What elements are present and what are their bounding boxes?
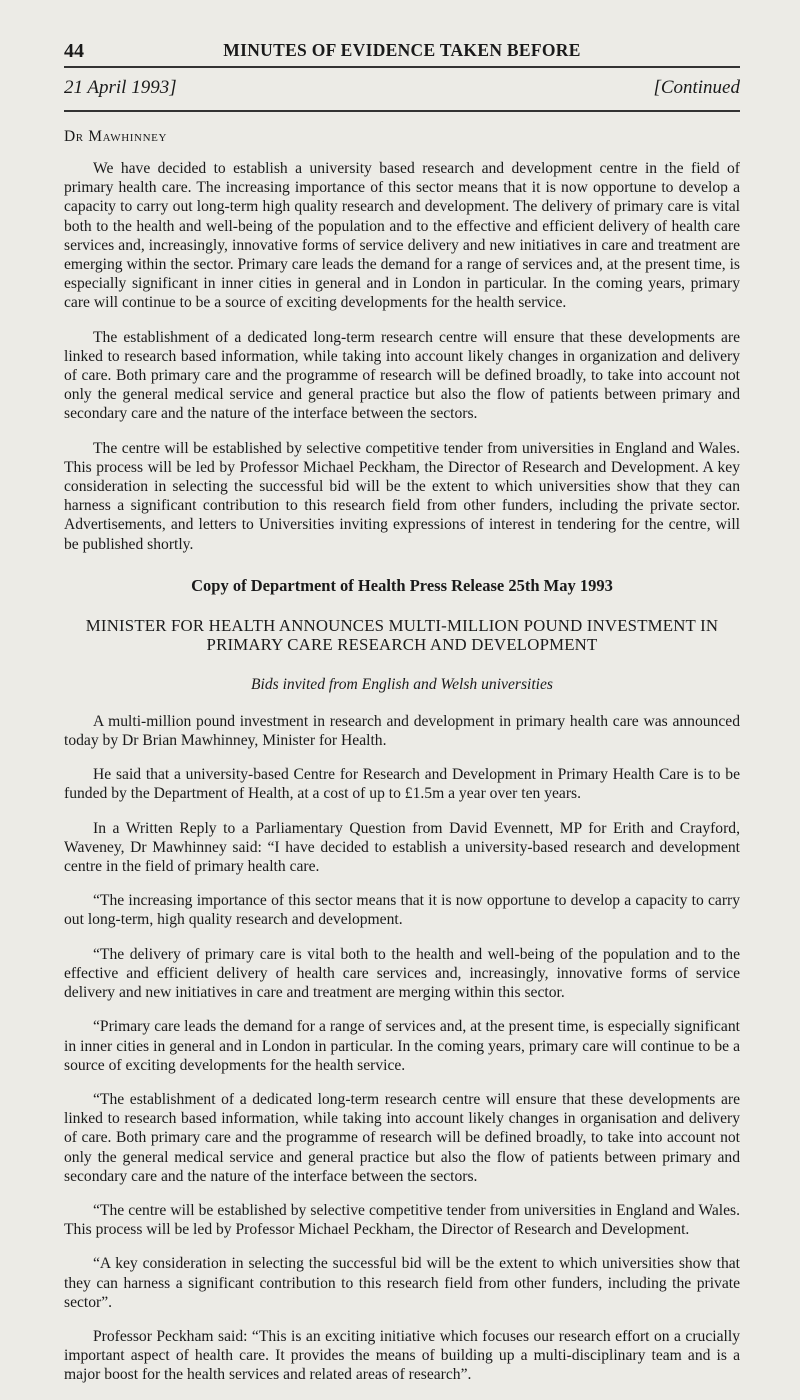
press-release-label: Copy of Department of Health Press Release 25th May 1993: [191, 575, 613, 595]
paragraph: A multi-million pound investment in research and development in primary health care was announced today by Dr Brian Mawhinney, Minister for Health.: [64, 712, 740, 750]
paragraph: The establishment of a dedicated long-term research centre will ensure that these developments are linked to research based information, while taking into account likely changes in organization and delivery of care. Both primary care and the programme of research will be defined broadly, to take into account not only the general medical service and general practice but also the flow of patients between primary and secondary care and the nature of the interface between the sectors.: [64, 328, 740, 423]
paragraph: “Primary care leads the demand for a range of services and, at the present time, is especially significant in inner cities in general and in London in particular. In the coming years, primary care will continue to be a source of exciting developments for the health service.: [64, 1018, 740, 1074]
paragraph: Professor Peckham said: “This is an exciting initiative which focuses our research effort on a crucially important aspect of health care. It provides the means of building up a multi-disciplinary team and is a major boost for the health services and related areas of research”.: [64, 1327, 740, 1384]
paragraph: In a Written Reply to a Parliamentary Question from David Evennett, MP for Erith and Crayford, Waveney, Dr Mawhinney said: “I have decided to establish a university-based research and development centre in the field of primary health care.: [64, 819, 740, 876]
press-release-headline: MINISTER FOR HEALTH ANNOUNCES MULTI-MILLION POUND INVESTMENT IN PRIMARY CARE RESEARCH AND DEVELOPMENT: [85, 615, 719, 654]
paragraph: He said that a university-based Centre for Research and Development in Primary Health Care is to be funded by the Department of Health, at a cost of up to £1.5m a year over ten years.: [64, 766, 740, 803]
paragraph: The centre will be established by selective competitive tender from universities in England and Wales. This process will be led by Professor Michael Peckham, the Director of Research and Development. A key consideration in selecting the successful bid will be the extent to which universities show that they can harness a significant contribution to this research field from other funders, including the private sector. Advertisements, and letters to Universities inviting expressions of interest in tendering for the centre, will be published shortly.: [64, 439, 740, 553]
header-rule-bottom: [64, 110, 740, 112]
dateline: [64, 77, 740, 103]
paragraph: “The centre will be established by selective competitive tender from universities in England and Wales. This process will be led by Professor Michael Peckham, the Director of Research and Development.: [64, 1201, 740, 1239]
paragraph: “A key consideration in selecting the successful bid will be the extent to which universities show that they can harness a significant contribution to this research field from other funders, including the private sector”.: [64, 1255, 740, 1311]
running-title: MINUTES OF EVIDENCE TAKEN BEFORE: [223, 40, 581, 60]
continued-label: [Continued: [653, 77, 740, 98]
paragraph: “The increasing importance of this sector means that it is now opportune to develop a capacity to carry out long-term, high quality research and development.: [64, 892, 740, 929]
header-rule-top: [64, 66, 740, 68]
paragraph: We have decided to establish a university based research and development centre in the field of primary health care. The increasing importance of this sector means that it is now opportune to develop a capacity to carry out long-term high quality research and development. The delivery of primary care is vital both to the health and well-being of the population and to the effective and efficient delivery of health care services and, increasingly, innovative forms of service delivery and new initiatives in care and treatment are emerging within the sector. Primary care leads the demand for a range of services and, at the present time, is especially significant in inner cities in general and in London in particular. In the coming years, primary care will continue to be a source of exciting developments for the health service.: [64, 160, 740, 312]
paragraph: “The establishment of a dedicated long-term research centre will ensure that these developments are linked to research based information, while taking into account likely changes in organisation and delivery of care. Both primary care and the programme of research will be defined broadly, to take into account not only the general medical service and general practice but also the flow of patients between primary and secondary care and the nature of the interface between the sectors.: [64, 1090, 740, 1185]
paragraph: “The delivery of primary care is vital both to the health and well-being of the population and to the effective and efficient delivery of health care services and, increasingly, innovative forms of service delivery and new initiatives in care and treatment are merging within this sector.: [64, 945, 740, 1002]
body-text: [64, 128, 740, 1400]
press-release-subheadline: Bids invited from English and Welsh universities: [250, 675, 554, 693]
page-header: [64, 40, 740, 66]
page-number: 44: [64, 40, 84, 62]
session-date: 21 April 1993]: [64, 77, 177, 98]
speaker-name: Dr Mawhinney: [64, 128, 167, 145]
